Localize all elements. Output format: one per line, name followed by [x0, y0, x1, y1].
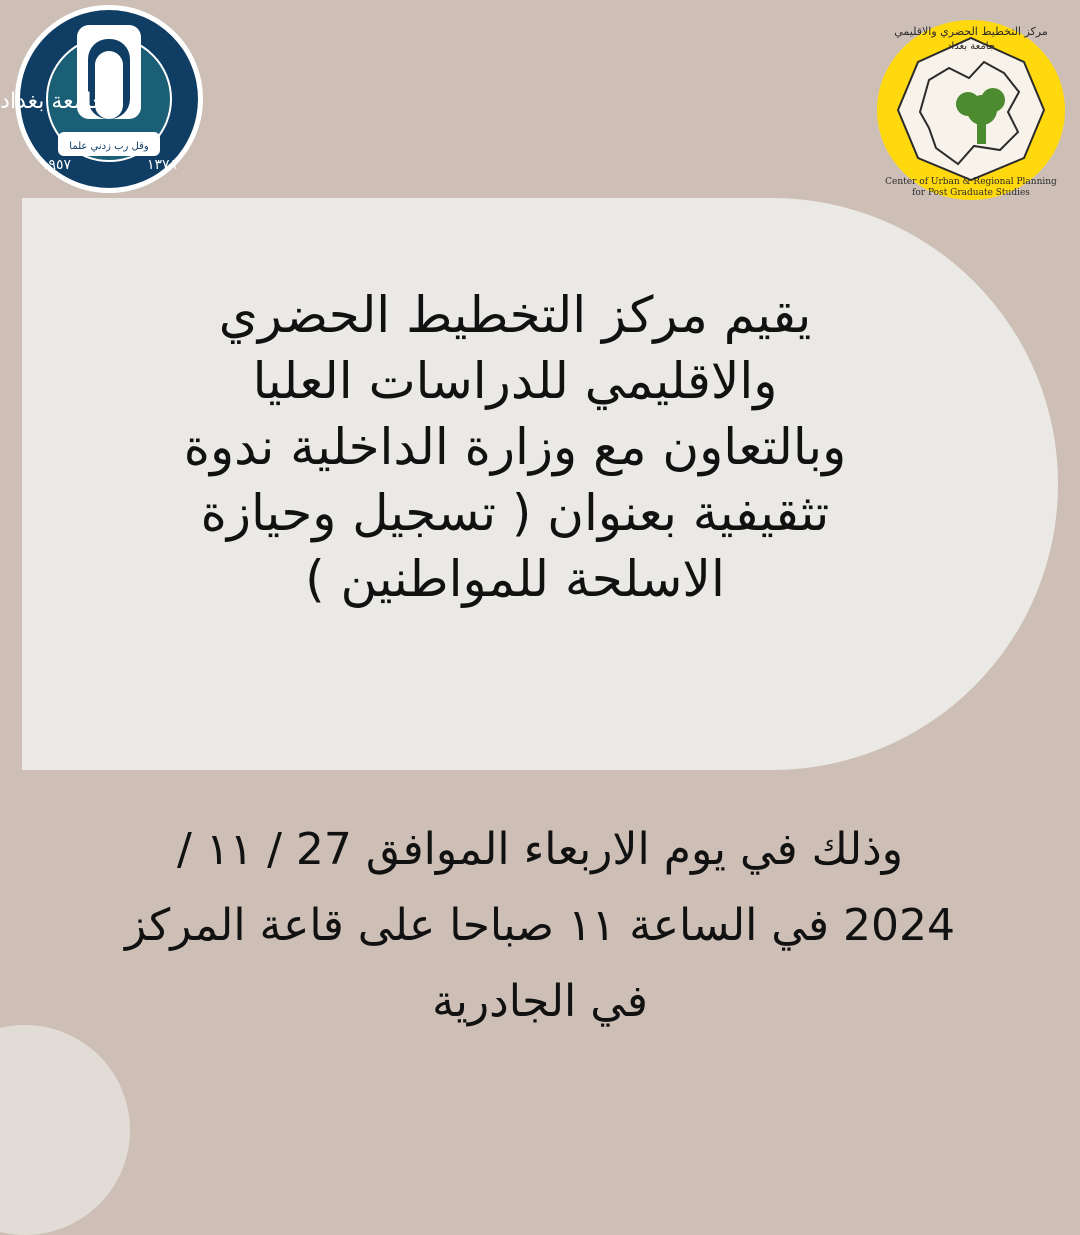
right-logo-english-subtitle: for Post Graduate Studies [912, 188, 1030, 198]
left-logo-motto: وقل رب زدني علما [69, 141, 149, 152]
left-logo-year-hijri: ١٣٧٨ [146, 157, 178, 173]
event-details: وذلك في يوم الاربعاء الموافق 27 / ١١ / 2024 في الساعة ١١ صباحا على قاعة المركز في الجادرية [124, 824, 955, 1027]
left-logo-name: جامعة بغداد [0, 89, 106, 114]
right-logo-arabic-title: مركز التخطيط الحضري والاقليمي [894, 25, 1048, 38]
university-of-baghdad-logo [0, 3, 205, 195]
urban-regional-planning-logo [874, 18, 1068, 202]
announcement-text: يقيم مركز التخطيط الحضري والاقليمي للدراسات العليا وبالتعاون مع وزارة الداخلية ندوة تثقيفية بعنوان ( تسجيل وحيازة الاسلحة للمواطنين ) [183, 286, 847, 608]
right-logo-university: جامعة بغداد [946, 41, 996, 52]
decorative-corner-shape [0, 1025, 130, 1235]
right-logo-english-title: Center of Urban & Regional Planning [885, 177, 1057, 187]
left-logo-year-gregorian: ١٩٥٧ [40, 157, 72, 173]
